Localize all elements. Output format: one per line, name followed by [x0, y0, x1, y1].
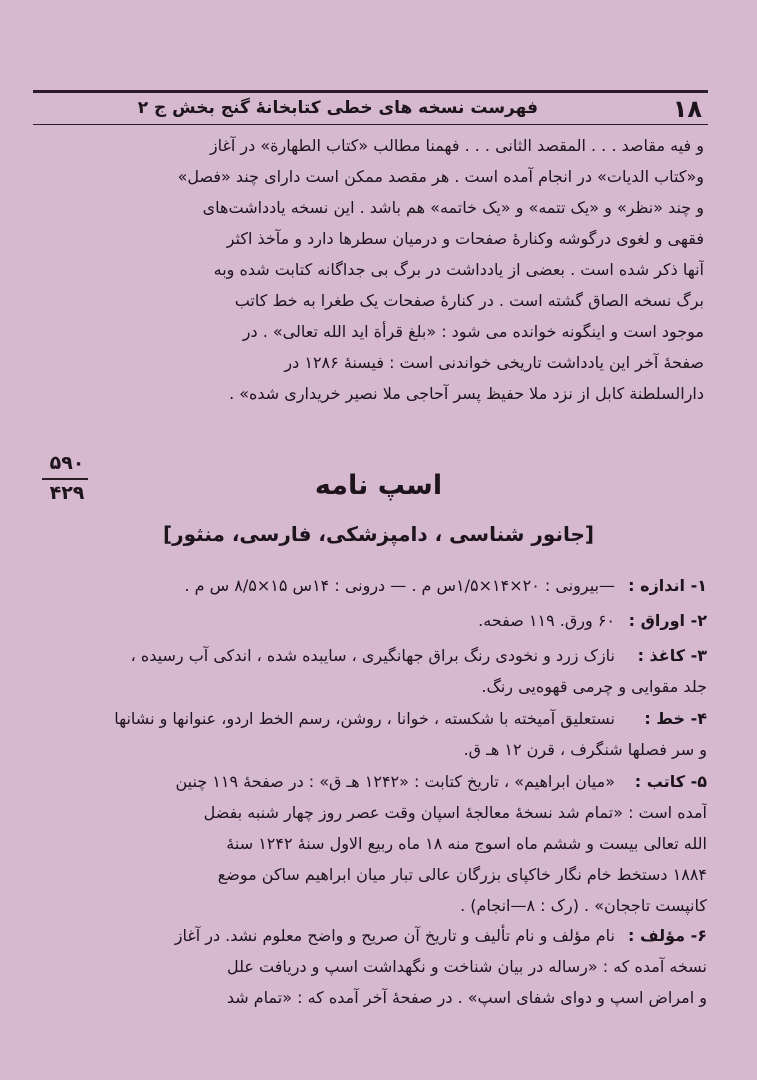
field-continuation — [36, 671, 707, 702]
field-label: ۳- کاغذ : — [637, 646, 707, 665]
paragraph-line: و«کتاب الدیات» در انجام آمده است . هر مقصد ممکن است دارای چند «فصل» — [177, 167, 704, 186]
field-line: جلد مقوایی و چرمی قهوه‌یی رنگ. — [481, 677, 707, 696]
page-header — [33, 93, 708, 124]
page-number: ۱۸ — [672, 95, 702, 123]
paragraph-line: برگ نسخه الصاق گشته است . در کنارهٔ صفحات یک طغرا به خط کاتب — [234, 291, 704, 310]
field-continuation — [36, 734, 707, 765]
paragraph-line: و فیه مقاصد . . . المقصد الثانی . . . فهمنا مطالب «کتاب الطهارة» در آغاز — [209, 136, 704, 155]
previous-entry-paragraph — [40, 130, 704, 409]
field-line: نستعلیق آمیخته با شکسته ، خوانا ، روشن، رسم الخط اردو، عنوانها و نشانها — [114, 709, 615, 728]
field-label: ۴- خط : — [644, 709, 707, 728]
paragraph-line: و چند «نظر» و «یک تتمه» و «یک خاتمه» هم باشد . این نسخه یادداشت‌های — [202, 198, 704, 217]
paragraph-line: موجود است و اینگونه خوانده می شود : «بلغ قرأة اید الله تعالی» . در — [242, 322, 704, 341]
paragraph-line: دارالسلطنة کابل از نزد ملا حفیظ پسر آحاجی ملا نصیر خریداری شده» . — [229, 384, 704, 403]
field-label: ۶- مؤلف : — [628, 926, 707, 945]
field-label: ۱- اندازه : — [628, 576, 707, 595]
field-text — [36, 640, 615, 671]
field-line: الله تعالی بیست و ششم ماه اسوج منه ۱۸ ماه ربیع الاول سنهٔ ۱۲۴۲ سنهٔ — [226, 834, 707, 853]
field-line: و امراض اسپ و دوای شفای اسپ» . در صفحهٔ آخر آمده که : «تمام شد — [226, 988, 707, 1007]
field-line: آمده است : «تمام شد نسخهٔ معالجهٔ اسپان وقت عصر روز چهار شنبه بفضل — [203, 803, 707, 822]
field-text — [36, 766, 615, 797]
entry-number-bottom: ۴۲۹ — [49, 482, 85, 504]
field-continuation — [36, 951, 707, 1013]
field-text — [36, 605, 615, 636]
entry-number-top: ۵۹۰ — [49, 452, 85, 474]
paragraph-line: فقهی و لغوی درگوشه وکنارهٔ صفحات و درمیان سطرها دارد و مآخذ اکثر — [226, 229, 704, 248]
paragraph-line: آنها ذکر شده است . بعضی از یادداشت در برگ بی جداگانه کتابت شده وبه — [213, 260, 704, 279]
field-line: نسخه آمده که : «رساله در بیان شناخت و نگهداشت اسپ و دریافت علل — [227, 957, 707, 976]
entry-title: اسپ نامه — [314, 470, 443, 501]
field-line: ۱۸۸۴ دستخط خام نگار خاکپای بزرگان عالی تبار میان ابراهیم ساکن موضع — [217, 865, 707, 884]
field-label: ۵- کاتب : — [634, 772, 707, 791]
field-line: نام مؤلف و نام تألیف و تاریخ آن صریح و واضح معلوم نشد. در آغاز — [174, 926, 615, 945]
paragraph-line: صفحهٔ آخر این یادداشت تاریخی خواندنی است : فیسنهٔ ۱۲۸۶ در — [284, 353, 704, 372]
field-line: «میان ابراهیم» ، تاریخ کتابت : «۱۲۴۲ هـ ق» : در صفحهٔ ۱۱۹ چنین — [175, 772, 615, 791]
header-rule-bottom — [33, 124, 708, 125]
field-line: —بیرونی : ۲۰×۱۴×۱/۵س م . — درونی : ۱۴س ۱۵×۸/۵ س م . — [184, 576, 615, 595]
field-text — [36, 703, 615, 734]
field-line: و سر فصلها شنگرف ، قرن ۱۲ هـ ق. — [463, 740, 707, 759]
field-text — [36, 920, 615, 951]
field-text — [36, 570, 615, 601]
entry-subtitle: [جانور شناسی ، دامپزشکی، فارسی، منثور] — [162, 522, 595, 546]
running-title: فهرست نسخه های خطی کتابخانهٔ گنج بخش ج ۲ — [137, 98, 538, 118]
field-line: نازک زرد و نخودی رنگ براق جهانگیری ، سایبده شده ، اندکی آب رسیده ، — [130, 646, 615, 665]
field-label: ۲- اوراق : — [628, 611, 707, 630]
field-line: ۶۰ ورق. ۱۱۹ صفحه. — [478, 611, 615, 630]
field-line: کانپست تاججان» . (رک : ۸—انجام) . — [460, 896, 707, 915]
field-continuation — [36, 797, 707, 921]
